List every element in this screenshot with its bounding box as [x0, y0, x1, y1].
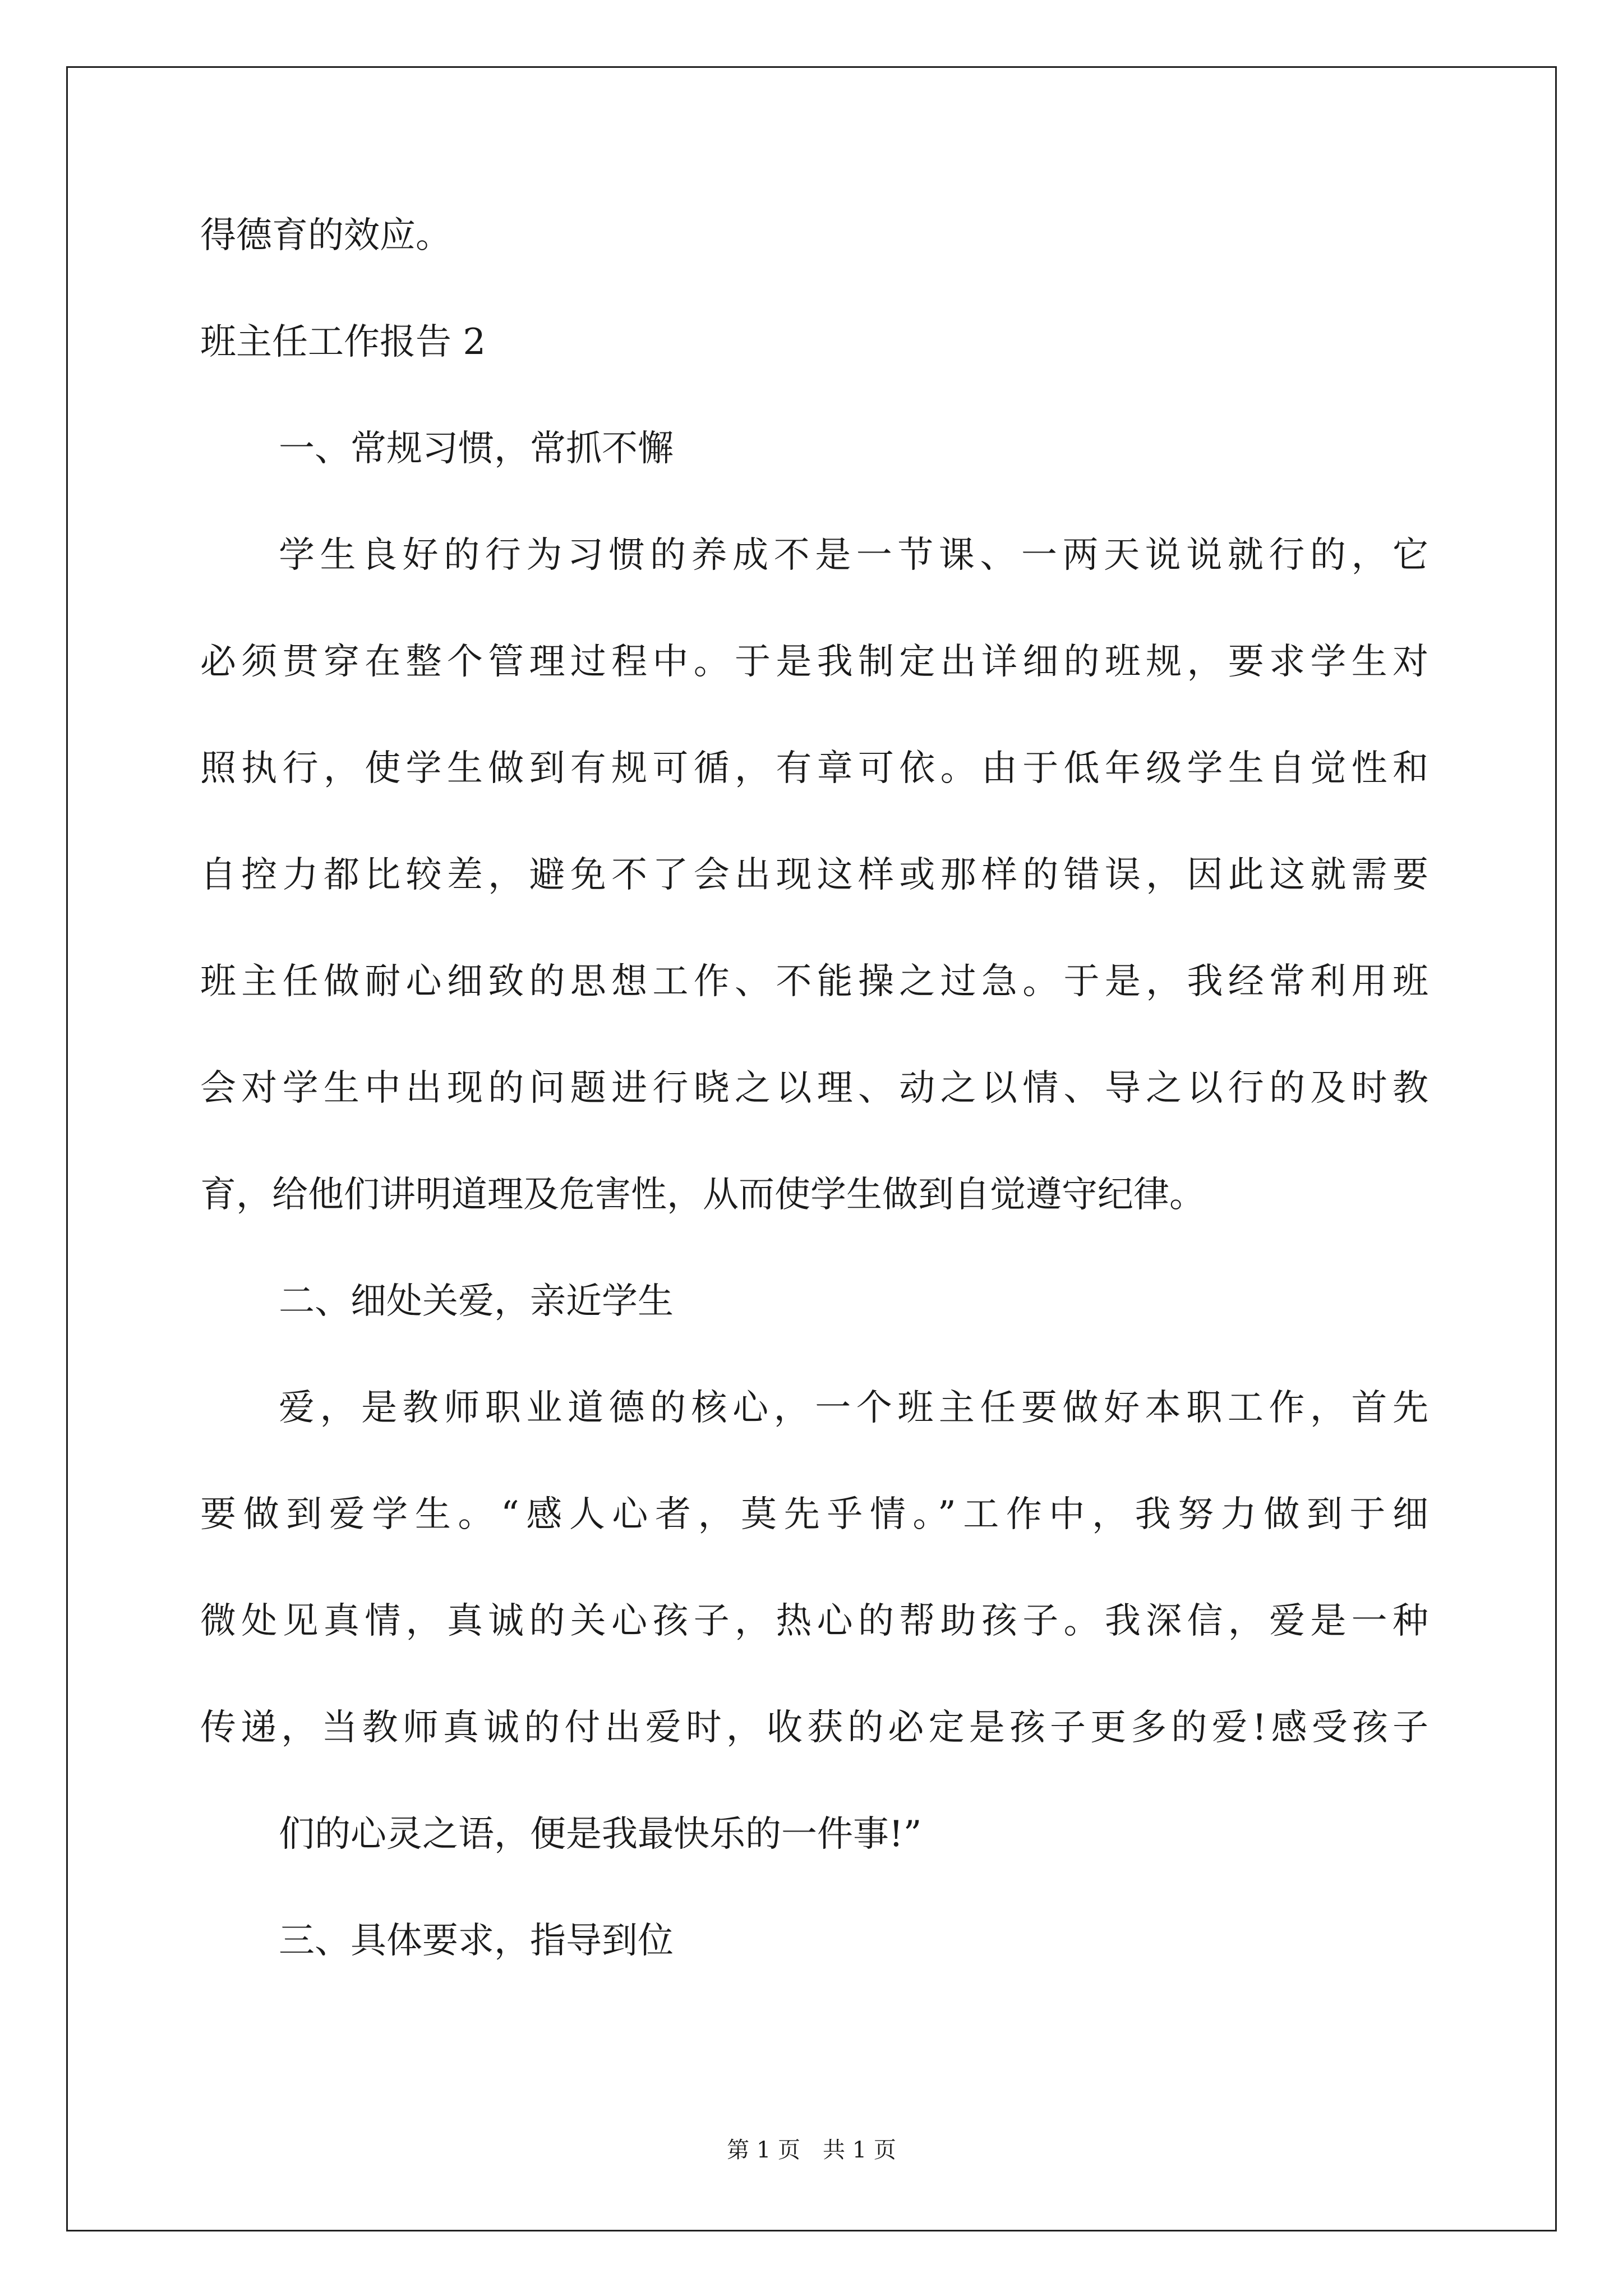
- paragraph-1-line-6: 会对学生中出现的问题进行晓之以理、动之以情、导之以行的及时教: [200, 1068, 1428, 1109]
- heading-1: 一、常规习惯，常抓不懈: [279, 428, 674, 470]
- text-line-1: 得德育的效应。: [200, 215, 451, 256]
- paragraph-1-line-4: 自控力都比较差，避免不了会出现这样或那样的错误，因此这就需要: [200, 854, 1428, 896]
- heading-3: 三、具体要求，指导到位: [279, 1920, 674, 1962]
- paragraph-1-line-3: 照执行，使学生做到有规可循，有章可依。由于低年级学生自觉性和: [200, 748, 1428, 789]
- paragraph-2-line-4: 传递，当教师真诚的付出爱时，收获的必定是孩子更多的爱!感受孩子: [200, 1707, 1428, 1749]
- paragraph-2-line-1: 爱，是教师职业道德的核心，一个班主任要做好本职工作，首先: [279, 1387, 1428, 1429]
- page-footer: 第 1 页 共 1 页: [727, 2137, 896, 2163]
- paragraph-2-line-5: 们的心灵之语，便是我最快乐的一件事!”: [279, 1814, 922, 1855]
- paragraph-1-line-7: 育，给他们讲明道理及危害性，从而使学生做到自觉遵守纪律。: [200, 1174, 1205, 1216]
- heading-2: 二、细处关爱，亲近学生: [279, 1281, 674, 1322]
- section-title: 班主任工作报告 2: [200, 321, 486, 363]
- paragraph-1-line-1: 学生良好的行为习惯的养成不是一节课、一两天说说就行的，它: [279, 535, 1428, 576]
- paragraph-2-line-2: 要做到爱学生。“感人心者，莫先乎情。”工作中，我努力做到于细: [200, 1494, 1428, 1535]
- paragraph-2-line-3: 微处见真情，真诚的关心孩子，热心的帮助孩子。我深信，爱是一种: [200, 1600, 1428, 1642]
- paragraph-1-line-2: 必须贯穿在整个管理过程中。于是我制定出详细的班规，要求学生对: [200, 641, 1428, 683]
- paragraph-1-line-5: 班主任做耐心细致的思想工作、不能操之过急。于是，我经常利用班: [200, 961, 1428, 1002]
- page-border: [66, 66, 1557, 2231]
